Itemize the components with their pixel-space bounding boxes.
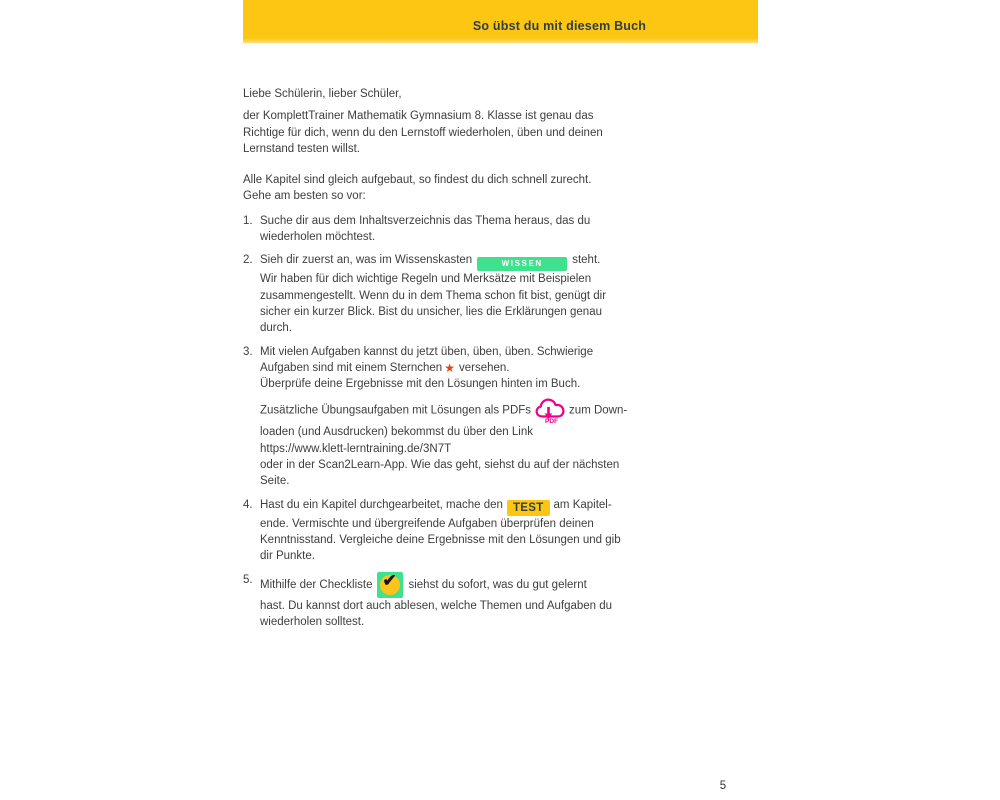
text-line: wiederholen möchtest. xyxy=(260,231,376,244)
list-number: 3. xyxy=(243,345,253,358)
text-segment: zum Down- xyxy=(569,404,628,417)
download-link-text: https://www.klett-lerntraining.de/3N7T xyxy=(260,442,452,455)
text-line: hast. Du kannst dort auch ablesen, welche Themen und Aufgaben du xyxy=(260,599,613,612)
text-line: durch. xyxy=(260,322,292,335)
text-line xyxy=(260,397,647,424)
checklist-check-icon xyxy=(377,572,403,598)
text-line: Kenntnisstand. Vergleiche deine Ergebnisse mit den Lösungen und gib xyxy=(260,533,621,546)
text-line xyxy=(260,360,647,376)
list-item-1 xyxy=(243,213,647,246)
text-line: Alle Kapitel sind gleich aufgebaut, so findest du dich schnell zurecht. xyxy=(243,174,592,187)
star-icon: ★ xyxy=(444,360,455,375)
text-segment: Aufgaben sind mit einem Sternchen xyxy=(260,361,443,374)
test-badge: TEST xyxy=(507,500,550,516)
text-line: Wir haben für dich wichtige Regeln und Merksätze mit Beispielen xyxy=(260,273,592,286)
text-line: Lernstand testen willst. xyxy=(243,142,360,155)
text-line: zusammengestellt. Wenn du in dem Thema schon fit bist, genügt dir xyxy=(260,289,607,302)
text-segment: Mithilfe der Checkliste xyxy=(260,578,373,591)
page-number: 5 xyxy=(719,780,727,792)
text-segment: Zusätzliche Übungsaufgaben mit Lösungen als PDFs xyxy=(260,404,532,417)
text-segment: Sieh dir zuerst an, was im Wissenskasten xyxy=(260,254,473,267)
list-item-body xyxy=(260,252,647,336)
salutation: Liebe Schülerin, lieber Schüler, xyxy=(243,88,402,100)
text-segment: Hast du ein Kapitel durchgearbeitet, mache den xyxy=(260,498,503,511)
pdf-label: PDF xyxy=(545,418,559,425)
intro-paragraph xyxy=(243,108,647,157)
list-item-5 xyxy=(243,572,647,631)
list-item-body xyxy=(260,344,647,490)
text-line xyxy=(260,497,647,516)
wissen-badge: WISSEN xyxy=(477,257,567,271)
text-line: ende. Vermischte und übergreifende Aufgaben überprüfen deinen xyxy=(260,517,594,530)
text-segment: am Kapitel- xyxy=(553,498,612,511)
page-header xyxy=(243,0,758,43)
text-segment: versehen. xyxy=(458,361,510,374)
list-item-body xyxy=(260,572,647,631)
text-line: Richtige für dich, wenn du den Lernstoff wiederholen, üben und deinen xyxy=(243,126,603,139)
list-item-2 xyxy=(243,252,647,336)
text-line: der KomplettTrainer Mathematik Gymnasium 8. Klasse ist genau das xyxy=(243,110,594,123)
pdf-cloud-download-icon xyxy=(535,397,565,424)
list-number: 4. xyxy=(243,498,253,511)
list-item-3 xyxy=(243,344,647,490)
check-glyph: ✔ xyxy=(382,570,397,590)
text-line xyxy=(260,572,647,598)
page-title: So übst du mit diesem Buch xyxy=(472,19,647,33)
list-item-4 xyxy=(243,497,647,565)
text-line: Mit vielen Aufgaben kannst du jetzt üben, üben, üben. Schwierige xyxy=(260,345,594,358)
text-line: Suche dir aus dem Inhaltsverzeichnis das Thema heraus, das du xyxy=(260,214,591,227)
text-line: loaden (und Ausdrucken) bekommst du über den Link xyxy=(260,426,533,439)
list-item-body xyxy=(260,213,647,246)
text-line: Seite. xyxy=(260,475,290,488)
pdf-download-paragraph xyxy=(260,397,647,489)
list-number: 5. xyxy=(243,573,253,586)
text-line: Gehe am besten so vor: xyxy=(243,190,366,203)
list-number: 1. xyxy=(243,214,253,227)
text-line: Überprüfe deine Ergebnisse mit den Lösungen hinten im Buch. xyxy=(260,378,581,391)
structure-paragraph xyxy=(243,172,647,205)
text-line: sicher ein kurzer Blick. Bist du unsicher, lies die Erklärungen genau xyxy=(260,305,602,318)
text-line: dir Punkte. xyxy=(260,550,315,563)
text-line: oder in der Scan2Learn-App. Wie das geht, siehst du auf der nächsten xyxy=(260,459,620,472)
page-content xyxy=(243,86,647,637)
list-item-body xyxy=(260,497,647,565)
text-line: wiederholen solltest. xyxy=(260,615,365,628)
text-line xyxy=(260,252,647,271)
text-segment: steht. xyxy=(572,254,601,267)
text-segment: siehst du sofort, was du gut gelernt xyxy=(408,578,587,591)
list-number: 2. xyxy=(243,254,253,267)
